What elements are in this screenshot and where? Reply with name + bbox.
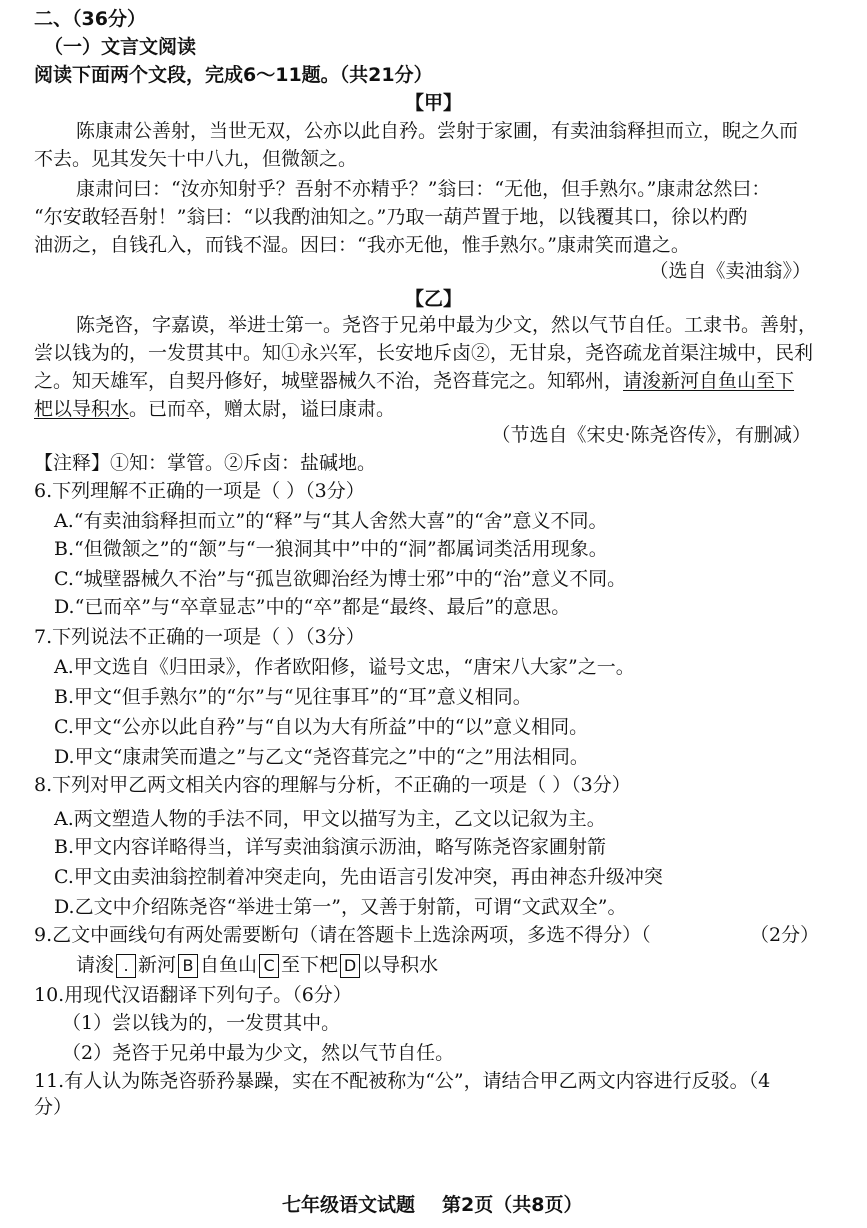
- footer-page-number: 第2页（共8页）: [442, 1194, 583, 1216]
- section-subtitle: （一）文言文阅读: [44, 36, 197, 58]
- q9-segment: 自鱼山: [200, 954, 258, 976]
- passage-b-text: 之。知天雄军，自契丹修好，城壁器械久不治，尧咨葺完之。知郓州，: [34, 370, 624, 392]
- question-9-stem: 9.乙文中画线句有两处需要断句（请在答题卡上选涂两项，多选不得分）（: [34, 924, 651, 946]
- section-title: 二、（36分）: [34, 8, 146, 30]
- q7-option-a: A.甲文选自《归田录》，作者欧阳修，谥号文忠，“唐宋八大家”之一。: [54, 656, 635, 678]
- question-8-stem: 8.下列对甲乙两文相关内容的理解与分析，不正确的一项是（ ）（3分）: [34, 774, 631, 796]
- passage-a-source: （选自《卖油翁》）: [649, 260, 811, 282]
- passage-b-line: [34, 368, 794, 394]
- underlined-sentence: 请浚新河自鱼山至下: [623, 370, 795, 392]
- question-6-stem: 6.下列理解不正确的一项是（ ）（3分）: [34, 480, 365, 502]
- q6-option-c: C.“城壁器械久不治”与“孤岂欲卿治经为博士邪”中的“治”意义不同。: [54, 568, 627, 590]
- q10-sentence-1: （1）尝以钱为的，一发贯其中。: [62, 1012, 341, 1034]
- footer-title: 七年级语文试题: [282, 1194, 416, 1216]
- passage-a-line: 陈康肃公善射，当世无双，公亦以此自矜。尝射于家圃，有卖油翁释担而立，睨之久而: [76, 120, 799, 142]
- q10-sentence-2: （2）尧咨于兄弟中最为少文，然以气节自任。: [62, 1042, 455, 1064]
- section-instruction: 阅读下面两个文段，完成6～11题。（共21分）: [34, 64, 433, 86]
- passage-b-text: 。已而卒，赠太尉，谥曰康肃。: [129, 398, 396, 420]
- q9-box-c: C: [259, 954, 279, 978]
- q7-option-d: D.甲文“康肃笑而遣之”与乙文“尧咨葺完之”中的“之”用法相同。: [54, 746, 589, 768]
- q8-option-b: B.甲文内容详略得当，详写卖油翁演示沥油，略写陈尧咨家圃射箭: [54, 836, 607, 858]
- q9-box-b: B: [178, 954, 198, 978]
- passage-a-line: 油沥之，自钱孔入，而钱不湿。因曰：“我亦无他，惟手熟尔。”康肃笑而遣之。: [34, 234, 690, 256]
- passage-b-source: （节选自《宋史·陈尧咨传》，有删减）: [491, 424, 811, 446]
- passage-a-line: 不去。见其发矢十中八九，但微颔之。: [34, 148, 358, 170]
- q9-break-options: [76, 952, 438, 978]
- q6-option-d: D.“已而卒”与“卒章显志”中的“卒”都是“最终、最后”的意思。: [54, 596, 571, 618]
- question-11-stem: 11.有人认为陈尧咨骄矜暴躁，实在不配被称为“公”，请结合甲乙两文内容进行反驳。（4: [34, 1070, 771, 1092]
- passage-b-line: 陈尧咨，字嘉谟，举进士第一。尧咨于兄弟中最为少文，然以气节自任。工隶书。善射，: [76, 314, 818, 336]
- question-9-points: （2分）: [750, 924, 820, 946]
- q8-option-c: C.甲文由卖油翁控制着冲突走向，先由语言引发冲突，再由神态升级冲突: [54, 866, 663, 888]
- passage-a-heading: 【甲】: [404, 92, 462, 114]
- underlined-sentence: 杷以导积水: [34, 398, 130, 420]
- q7-option-c: C.甲文“公亦以此自矜”与“自以为大有所益”中的“以”意义相同。: [54, 716, 589, 738]
- passage-a-line: 康肃问曰：“汝亦知射乎？吾射不亦精乎？”翁曰：“无他，但手熟尔。”康肃忿然曰：: [76, 178, 771, 200]
- q9-segment: 至下杷: [281, 954, 339, 976]
- q9-box-a: .: [116, 954, 136, 978]
- passage-b-heading: 【乙】: [404, 288, 462, 310]
- question-7-stem: 7.下列说法不正确的一项是（ ）（3分）: [34, 626, 365, 648]
- passage-b-notes: 【注释】①知：掌管。②斥卤：盐碱地。: [34, 452, 377, 474]
- q9-box-d: D: [340, 954, 360, 978]
- q9-segment: 新河: [138, 954, 177, 976]
- q9-segment: 以导积水: [362, 954, 439, 976]
- passage-a-line: “尔安敢轻吾射！”翁曰：“以我酌油知之。”乃取一葫芦置于地，以钱覆其口，徐以杓酌: [34, 206, 748, 228]
- passage-b-line: [34, 396, 395, 422]
- passage-b-line: 尝以钱为的，一发贯其中。知①永兴军，长安地斥卤②，无甘泉，尧咨疏龙首渠注城中，民利: [34, 342, 814, 364]
- question-11-stem-cont: 分）: [34, 1096, 73, 1118]
- q8-option-d: D.乙文中介绍陈尧咨“举进士第一”，又善于射箭，可谓“文武双全”。: [54, 896, 627, 918]
- q7-option-b: B.甲文“但手熟尔”的“尔”与“见往事耳”的“耳”意义相同。: [54, 686, 532, 708]
- q6-option-b: B.“但微颔之”的“颔”与“一狼洞其中”中的“洞”都属词类活用现象。: [54, 538, 608, 560]
- q9-segment: 请浚: [76, 954, 115, 976]
- q6-option-a: A.“有卖油翁释担而立”的“释”与“其人舍然大喜”的“舍”意义不同。: [54, 510, 608, 532]
- question-10-stem: 10.用现代汉语翻译下列句子。（6分）: [34, 984, 352, 1006]
- q8-option-a: A.两文塑造人物的手法不同，甲文以描写为主，乙文以记叙为主。: [54, 808, 606, 830]
